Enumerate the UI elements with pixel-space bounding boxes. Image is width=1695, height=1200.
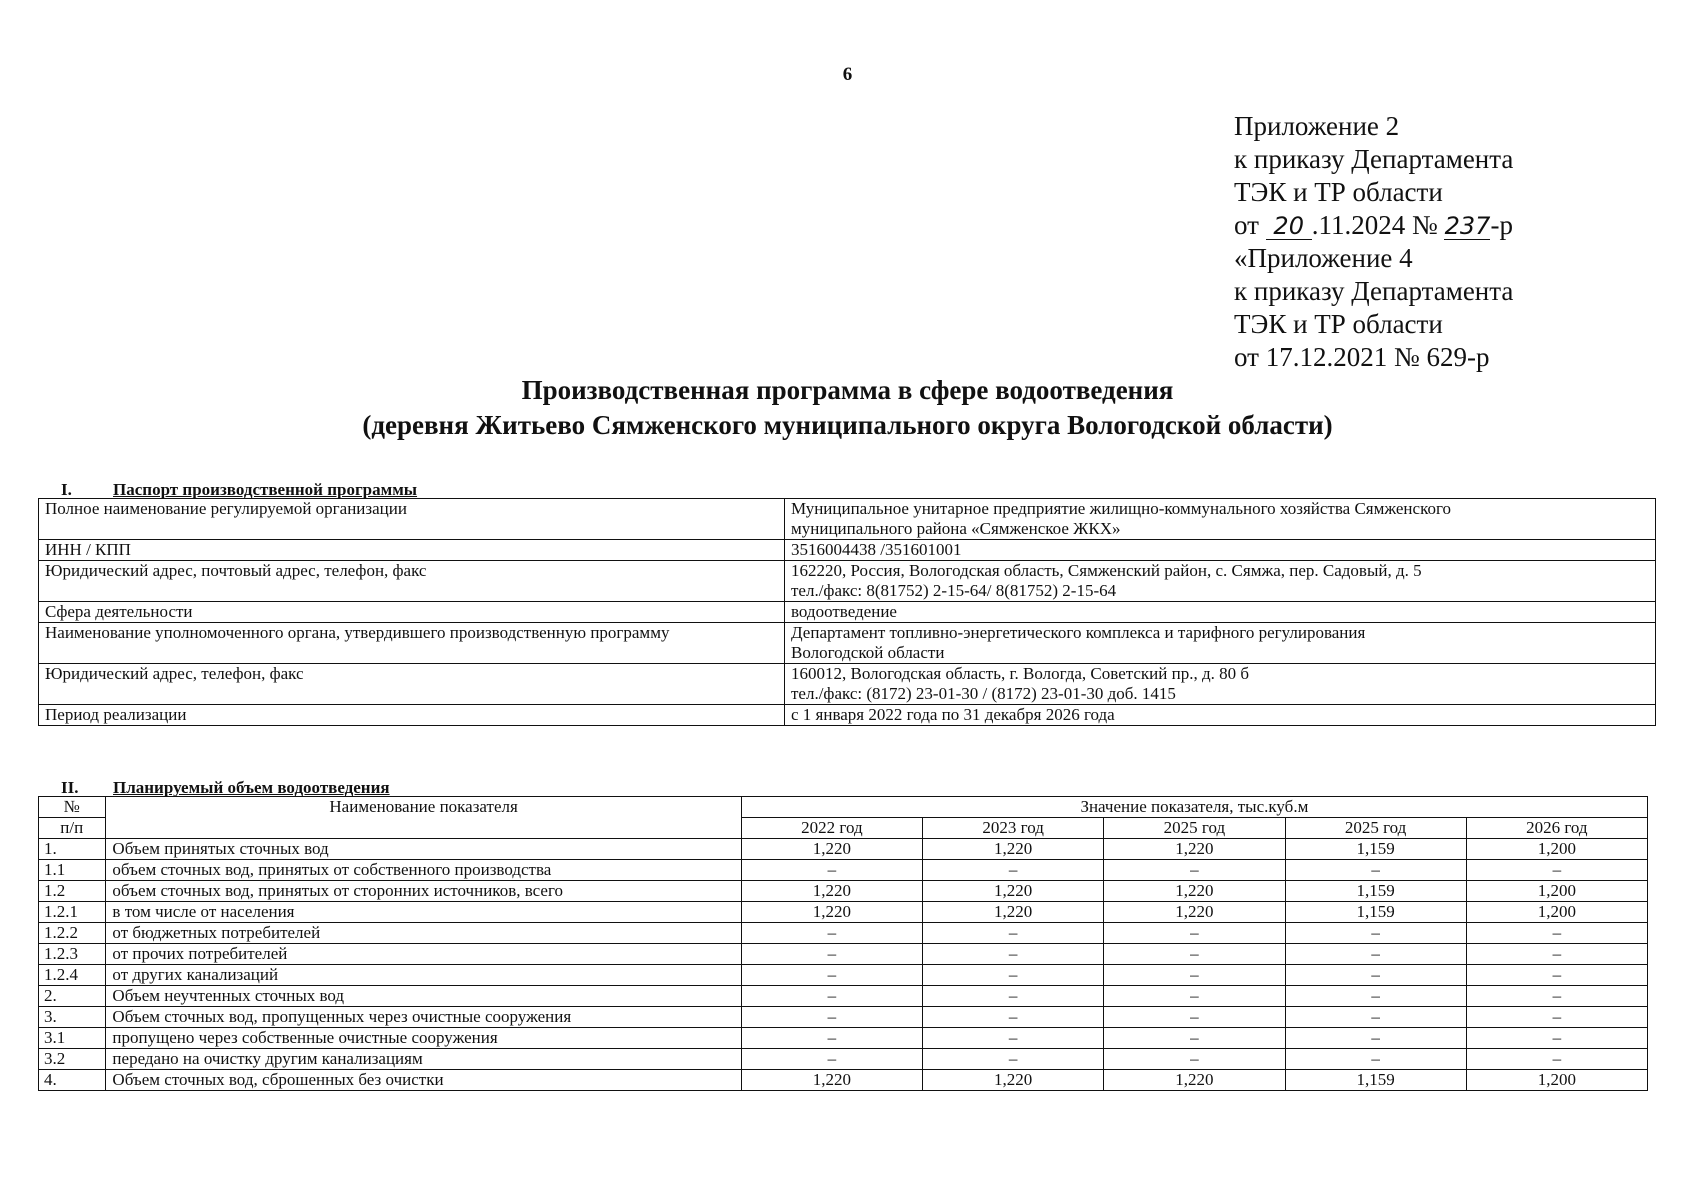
row-value: 1,220 bbox=[741, 1070, 922, 1091]
section-1-heading bbox=[61, 480, 417, 500]
passport-value-line-2: тел./факс: 8(81752) 2-15-64/ 8(81752) 2-15-64 bbox=[791, 581, 1117, 600]
appendix-order-line bbox=[1234, 209, 1513, 242]
passport-label: Полное наименование регулируемой организации bbox=[39, 499, 785, 540]
col-number-header: № bbox=[39, 797, 106, 818]
passport-value-line-1: с 1 января 2022 года по 31 декабря 2026 года bbox=[791, 705, 1115, 724]
table-row bbox=[39, 965, 1648, 986]
row-value: – bbox=[923, 986, 1104, 1007]
row-value: – bbox=[741, 944, 922, 965]
passport-label: Юридический адрес, телефон, факс bbox=[39, 664, 785, 705]
passport-value-line-2: Вологодской области bbox=[791, 643, 945, 662]
row-value: – bbox=[1466, 986, 1647, 1007]
passport-row bbox=[39, 499, 1656, 540]
row-value: – bbox=[741, 986, 922, 1007]
row-number: 1. bbox=[39, 839, 106, 860]
row-value: – bbox=[1466, 860, 1647, 881]
row-value: – bbox=[1285, 1028, 1466, 1049]
title-line-1: Производственная программа в сфере водоотведения bbox=[521, 375, 1174, 405]
row-value: – bbox=[1104, 1049, 1285, 1070]
row-value: – bbox=[923, 965, 1104, 986]
row-value: – bbox=[1466, 1049, 1647, 1070]
handwritten-order-number: 237 bbox=[1444, 212, 1491, 240]
row-value: 1,220 bbox=[741, 902, 922, 923]
section-2-title: Планируемый объем водоотведения bbox=[113, 778, 390, 797]
section-2-heading bbox=[61, 778, 390, 798]
appendix-line: к приказу Департамента bbox=[1234, 276, 1514, 306]
row-value: 1,220 bbox=[1104, 881, 1285, 902]
row-value: – bbox=[1466, 923, 1647, 944]
row-value: – bbox=[1104, 1007, 1285, 1028]
row-name: Объем принятых сточных вод bbox=[106, 839, 741, 860]
section-1-title: Паспорт производственной программы bbox=[113, 480, 418, 499]
row-value: 1,220 bbox=[923, 902, 1104, 923]
row-number: 2. bbox=[39, 986, 106, 1007]
year-header: 2022 год bbox=[741, 818, 922, 839]
volume-table bbox=[38, 796, 1648, 1091]
row-value: 1,159 bbox=[1285, 881, 1466, 902]
row-name: передано на очистку другим канализациям bbox=[106, 1049, 741, 1070]
row-value: 1,159 bbox=[1285, 902, 1466, 923]
passport-value bbox=[785, 623, 1656, 664]
passport-value bbox=[785, 499, 1656, 540]
row-value: – bbox=[923, 944, 1104, 965]
row-name: в том числе от населения bbox=[106, 902, 741, 923]
table-row bbox=[39, 1007, 1648, 1028]
passport-value bbox=[785, 561, 1656, 602]
passport-row bbox=[39, 602, 1656, 623]
row-value: 1,200 bbox=[1466, 839, 1647, 860]
passport-value-line-2: тел./факс: (8172) 23-01-30 / (8172) 23-01-30 доб. 1415 bbox=[791, 684, 1176, 703]
row-number: 4. bbox=[39, 1070, 106, 1091]
passport-value bbox=[785, 664, 1656, 705]
appendix-line: «Приложение 4 bbox=[1234, 243, 1413, 273]
year-header: 2026 год bbox=[1466, 818, 1647, 839]
passport-row bbox=[39, 623, 1656, 664]
passport-label: Юридический адрес, почтовый адрес, телефон, факс bbox=[39, 561, 785, 602]
row-number: 3.1 bbox=[39, 1028, 106, 1049]
table-row bbox=[39, 1049, 1648, 1070]
col-value-header: Значение показателя, тыс.куб.м bbox=[741, 797, 1647, 818]
row-value: – bbox=[741, 923, 922, 944]
passport-value-line-1: Департамент топливно-энергетического комплекса и тарифного регулирования bbox=[791, 623, 1366, 642]
row-value: – bbox=[1104, 1028, 1285, 1049]
table-row bbox=[39, 986, 1648, 1007]
col-number-header-2: п/п bbox=[39, 818, 106, 839]
row-number: 1.1 bbox=[39, 860, 106, 881]
passport-row bbox=[39, 705, 1656, 726]
row-value: – bbox=[1104, 986, 1285, 1007]
date-rest: .11.2024 № bbox=[1311, 210, 1438, 240]
appendix-line: от 17.12.2021 № 629-р bbox=[1234, 342, 1490, 372]
title-line-2: (деревня Житьево Сямженского муниципального округа Вологодской области) bbox=[362, 410, 1333, 440]
row-value: – bbox=[1466, 965, 1647, 986]
row-value: – bbox=[1285, 986, 1466, 1007]
appendix-line: к приказу Департамента bbox=[1234, 144, 1514, 174]
passport-table bbox=[38, 498, 1656, 726]
col-name-header: Наименование показателя bbox=[106, 797, 741, 839]
table-row bbox=[39, 881, 1648, 902]
row-name: от прочих потребителей bbox=[106, 944, 741, 965]
row-value: – bbox=[741, 860, 922, 881]
row-value: 1,220 bbox=[923, 1070, 1104, 1091]
row-name: объем сточных вод, принятых от собственного производства bbox=[106, 860, 741, 881]
row-value: – bbox=[923, 923, 1104, 944]
row-name: Объем неучтенных сточных вод bbox=[106, 986, 741, 1007]
row-value: – bbox=[1104, 944, 1285, 965]
appendix-line: ТЭК и ТР области bbox=[1234, 177, 1443, 207]
order-suffix: -р bbox=[1490, 210, 1513, 240]
row-value: – bbox=[923, 1049, 1104, 1070]
passport-value-line-1: Муниципальное унитарное предприятие жилищно-коммунального хозяйства Сямженского bbox=[791, 499, 1452, 518]
row-number: 3. bbox=[39, 1007, 106, 1028]
passport-value-line-2: муниципального района «Сямженское ЖКХ» bbox=[791, 519, 1121, 538]
row-value: 1,200 bbox=[1466, 881, 1647, 902]
row-name: объем сточных вод, принятых от сторонних источников, всего bbox=[106, 881, 741, 902]
row-number: 1.2 bbox=[39, 881, 106, 902]
date-prefix: от bbox=[1234, 210, 1259, 240]
appendix-line: ТЭК и ТР области bbox=[1234, 309, 1443, 339]
passport-label: Сфера деятельности bbox=[39, 602, 785, 623]
row-value: 1,159 bbox=[1285, 1070, 1466, 1091]
page-number: 6 bbox=[842, 64, 853, 85]
passport-label: ИНН / КПП bbox=[39, 540, 785, 561]
passport-value bbox=[785, 540, 1656, 561]
row-value: – bbox=[1285, 1049, 1466, 1070]
passport-label: Наименование уполномоченного органа, утвердившего производственную программу bbox=[39, 623, 785, 664]
row-value: – bbox=[923, 1028, 1104, 1049]
row-value: – bbox=[741, 1028, 922, 1049]
passport-value-line-1: 3516004438 /351601001 bbox=[791, 540, 962, 559]
row-value: – bbox=[1466, 944, 1647, 965]
row-value: – bbox=[923, 1007, 1104, 1028]
row-value: – bbox=[1285, 860, 1466, 881]
section-2-number: II. bbox=[61, 778, 79, 797]
row-value: 1,220 bbox=[1104, 902, 1285, 923]
row-value: – bbox=[1285, 944, 1466, 965]
row-value: – bbox=[1104, 923, 1285, 944]
row-number: 1.2.3 bbox=[39, 944, 106, 965]
row-value: 1,220 bbox=[741, 839, 922, 860]
passport-row bbox=[39, 540, 1656, 561]
passport-value-line-1: 160012, Вологодская область, г. Вологда, Советский пр., д. 80 б bbox=[791, 664, 1250, 683]
table-row bbox=[39, 1070, 1648, 1091]
appendix-block bbox=[1234, 110, 1513, 374]
row-value: – bbox=[1104, 860, 1285, 881]
row-name: Объем сточных вод, пропущенных через очистные сооружения bbox=[106, 1007, 741, 1028]
passport-label: Период реализации bbox=[39, 705, 785, 726]
row-value: – bbox=[1285, 1007, 1466, 1028]
table-row bbox=[39, 860, 1648, 881]
row-name: от других канализаций bbox=[106, 965, 741, 986]
table-row bbox=[39, 839, 1648, 860]
row-value: 1,159 bbox=[1285, 839, 1466, 860]
passport-value-line-1: 162220, Россия, Вологодская область, Сямженский район, с. Сямжа, пер. Садовый, д. 5 bbox=[791, 561, 1422, 580]
row-number: 3.2 bbox=[39, 1049, 106, 1070]
table-row bbox=[39, 923, 1648, 944]
row-value: 1,220 bbox=[923, 839, 1104, 860]
row-value: – bbox=[1466, 1007, 1647, 1028]
row-value: 1,220 bbox=[1104, 839, 1285, 860]
row-value: – bbox=[1466, 1028, 1647, 1049]
row-value: 1,220 bbox=[1104, 1070, 1285, 1091]
table-row bbox=[39, 1028, 1648, 1049]
row-value: – bbox=[741, 1049, 922, 1070]
section-1-number: I. bbox=[61, 480, 72, 499]
passport-row bbox=[39, 664, 1656, 705]
year-header: 2025 год bbox=[1104, 818, 1285, 839]
table-row bbox=[39, 944, 1648, 965]
row-value: – bbox=[1285, 965, 1466, 986]
row-name: Объем сточных вод, сброшенных без очистки bbox=[106, 1070, 741, 1091]
row-value: – bbox=[741, 1007, 922, 1028]
row-value: – bbox=[923, 860, 1104, 881]
document-title bbox=[0, 373, 1695, 443]
passport-value-line-1: водоотведение bbox=[791, 602, 897, 621]
table-row bbox=[39, 902, 1648, 923]
row-value: 1,220 bbox=[923, 881, 1104, 902]
year-header: 2023 год bbox=[923, 818, 1104, 839]
row-value: – bbox=[741, 965, 922, 986]
passport-row bbox=[39, 561, 1656, 602]
row-value: – bbox=[1104, 965, 1285, 986]
row-name: пропущено через собственные очистные сооружения bbox=[106, 1028, 741, 1049]
passport-value bbox=[785, 602, 1656, 623]
row-value: – bbox=[1285, 923, 1466, 944]
handwritten-day: 20 bbox=[1266, 213, 1312, 240]
row-value: 1,220 bbox=[741, 881, 922, 902]
row-value: 1,200 bbox=[1466, 902, 1647, 923]
passport-value bbox=[785, 705, 1656, 726]
row-number: 1.2.1 bbox=[39, 902, 106, 923]
appendix-line: Приложение 2 bbox=[1234, 111, 1400, 141]
year-header: 2025 год bbox=[1285, 818, 1466, 839]
row-number: 1.2.4 bbox=[39, 965, 106, 986]
row-value: 1,200 bbox=[1466, 1070, 1647, 1091]
row-name: от бюджетных потребителей bbox=[106, 923, 741, 944]
row-number: 1.2.2 bbox=[39, 923, 106, 944]
